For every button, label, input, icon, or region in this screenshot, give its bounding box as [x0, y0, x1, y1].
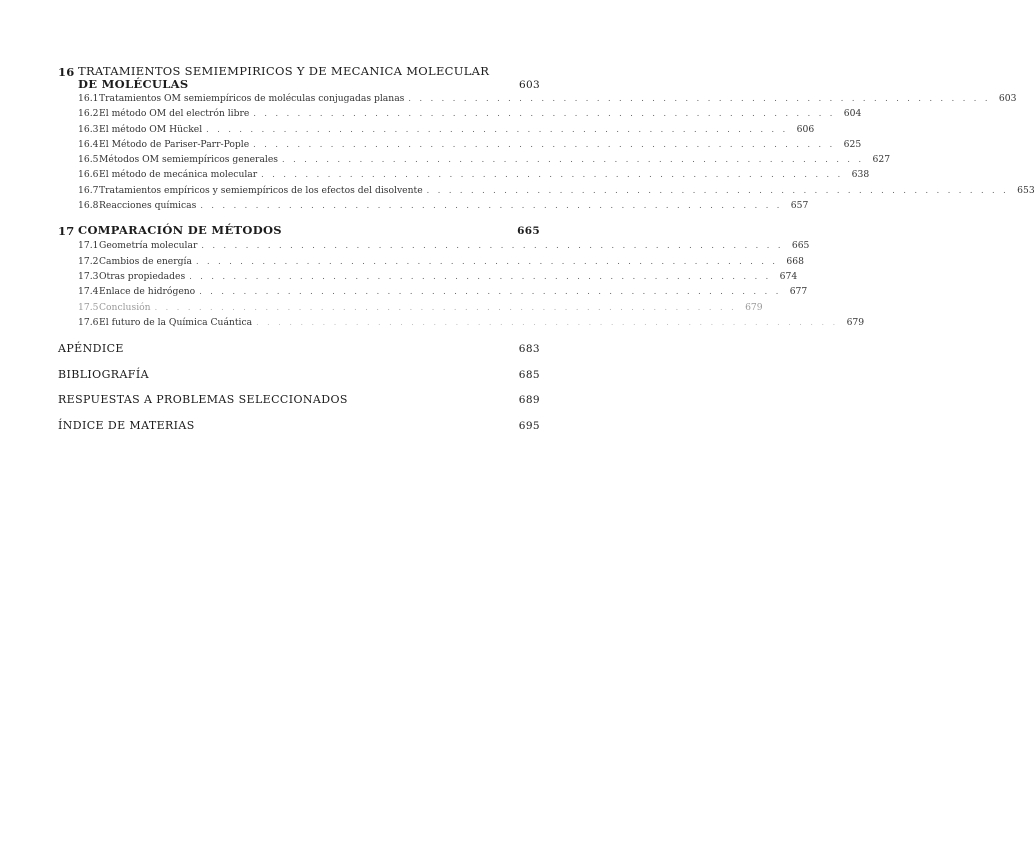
dot-leader: . . . . . . . . . . . . . . . . . . . . . . . . . . . . . . . . . . . . . . . . . . . . . . . . . . . . .: [261, 170, 844, 180]
toc-entry-respuestas: [58, 393, 540, 419]
section-page-number: 606: [796, 123, 815, 135]
toc-entry: [58, 138, 862, 154]
section-number: 17.4: [78, 286, 99, 298]
chapter-16: [58, 64, 1035, 215]
section-page-number: 677: [789, 286, 808, 298]
section-title: Geometría molecular: [99, 240, 198, 252]
dot-leader: . . . . . . . . . . . . . . . . . . . . . . . . . . . . . . . . . . . . . . . . . . . . . . . . . . . . .: [200, 201, 783, 211]
toc-entry-bibliografia: [58, 368, 540, 394]
dot-leader: . . . . . . . . . . . . . . . . . . . . . . . . . . . . . . . . . . . . . . . . . . . . . . . . . . . . .: [282, 155, 865, 165]
dot-leader: . . . . . . . . . . . . . . . . . . . . . . . . . . . . . . . . . . . . . . . . . . . . . . . . . . . . .: [154, 302, 737, 312]
dot-leader: . . . . . . . . . . . . . . . . . . . . . . . . . . . . . . . . . . . . . . . . . . . . . . . . . . . . .: [201, 241, 784, 251]
section-title: El método OM Hückel: [99, 123, 203, 135]
section-title: El método de mecánica molecular: [99, 169, 258, 181]
dot-leader: . . . . . . . . . . . . . . . . . . . . . . . . . . . . . . . . . . . . . . . . . . . . . . . . . . . . .: [253, 109, 836, 119]
toc-entry: [58, 316, 865, 332]
dot-leader: . . . . . . . . . . . . . . . . . . . . . . . . . . . . . . . . . . . . . . . . . . . . . . . . . . . . .: [195, 256, 778, 266]
section-number: 16.7: [78, 184, 99, 196]
dot-leader: . . . . . . . . . . . . . . . . . . . . . . . . . . . . . . . . . . . . . . . . . . . . . . . . . . . . .: [253, 139, 836, 149]
toc-entry-indice: [58, 419, 540, 445]
toc-entry: [58, 286, 808, 301]
section-title: Reacciones químicas: [99, 200, 197, 212]
toc-entry: [58, 123, 815, 139]
section-page-number: 665: [791, 240, 810, 252]
section-number: 17.5: [78, 301, 99, 313]
entry-title: RESPUESTAS A PROBLEMAS SELECCIONADOS: [58, 393, 348, 407]
chapter-title-line-1: COMPARACIÓN DE MÉTODOS: [78, 223, 282, 238]
section-page-number: 674: [779, 270, 798, 282]
section-title: Enlace de hidrógeno: [99, 286, 196, 298]
toc-entry: [58, 154, 891, 169]
entry-page-number: 695: [518, 419, 540, 432]
chapter-heading: [58, 65, 540, 91]
entry-title: ÍNDICE DE MATERIAS: [58, 418, 195, 432]
section-title: Cambios de energía: [99, 255, 192, 267]
chapter-17: [58, 223, 865, 332]
entry-page-number: 683: [518, 343, 540, 356]
toc-entry: [58, 108, 862, 123]
section-number: 17.1: [78, 240, 99, 252]
section-number: 16.3: [78, 123, 99, 135]
chapter-page-number: 603: [519, 79, 540, 91]
section-page-number: 668: [786, 255, 804, 267]
section-page-number: 627: [872, 154, 891, 166]
section-number: 17.2: [78, 255, 99, 267]
dot-leader: . . . . . . . . . . . . . . . . . . . . . . . . . . . . . . . . . . . . . . . . . . . . . . . . . . . . .: [199, 287, 782, 297]
section-title: Tratamientos OM semiempíricos de moléculas conjugadas planas: [99, 93, 405, 104]
chapter-number: 17: [58, 224, 75, 239]
back-matter: [58, 342, 540, 444]
section-title: Tratamientos empíricos y semiempíricos de los efectos del disolvente: [99, 184, 423, 196]
section-title: Conclusión: [99, 301, 151, 313]
chapter-title: [78, 65, 510, 91]
chapter-heading: [58, 224, 540, 238]
toc-entry: [58, 169, 870, 184]
chapter-title-line-2: DE MOLÉCULAS: [78, 77, 189, 91]
section-title: Otras propiedades: [99, 270, 186, 282]
section-number: 16.8: [78, 200, 99, 212]
section-page-number: 657: [790, 200, 809, 212]
dot-leader: . . . . . . . . . . . . . . . . . . . . . . . . . . . . . . . . . . . . . . . . . . . . . . . . . . . . .: [189, 271, 772, 281]
dot-leader: . . . . . . . . . . . . . . . . . . . . . . . . . . . . . . . . . . . . . . . . . . . . . . . . . . . . .: [206, 124, 789, 134]
dot-leader: . . . . . . . . . . . . . . . . . . . . . . . . . . . . . . . . . . . . . . . . . . . . . . . . . . . . .: [408, 94, 991, 103]
section-page-number: 603: [998, 93, 1017, 104]
chapter-number: 16: [58, 65, 75, 79]
toc-entry: [58, 270, 798, 286]
chapter-title: [78, 224, 510, 237]
entry-title: BIBLIOGRAFÍA: [58, 367, 149, 381]
section-list: [58, 93, 1035, 215]
entry-title: APÉNDICE: [58, 342, 124, 356]
toc-entry: [58, 255, 804, 271]
toc-entry: [58, 93, 1017, 108]
entry-page-number: 689: [518, 394, 540, 407]
section-title: El método OM del electrón libre: [99, 108, 250, 120]
section-number: 17.3: [78, 270, 99, 282]
section-number: 16.4: [78, 138, 99, 150]
section-number: 16.5: [78, 154, 99, 166]
dot-leader: . . . . . . . . . . . . . . . . . . . . . . . . . . . . . . . . . . . . . . . . . . . . . . . . . . . . .: [256, 317, 839, 327]
section-number: 16.6: [78, 169, 99, 181]
section-title: Métodos OM semiempíricos generales: [99, 154, 279, 166]
dot-leader: . . . . . . . . . . . . . . . . . . . . . . . . . . . . . . . . . . . . . . . . . . . . . . . . . . . . .: [426, 185, 1009, 195]
table-of-contents: [58, 58, 1035, 444]
chapter-page-number: 665: [517, 225, 540, 238]
section-number: 16.2: [78, 108, 99, 120]
toc-entry: [58, 184, 1035, 200]
section-number: 17.6: [78, 316, 99, 328]
section-page-number: 679: [745, 301, 763, 313]
section-page-number: 679: [846, 316, 865, 328]
section-page-number: 625: [843, 138, 862, 150]
entry-page-number: 685: [518, 368, 540, 381]
section-title: El futuro de la Química Cuántica: [99, 316, 253, 328]
section-number: 16.1: [78, 93, 99, 104]
section-page-number: 653: [1017, 184, 1035, 196]
toc-entry: [58, 240, 810, 255]
toc-entry-appendice: [58, 342, 540, 368]
section-page-number: 604: [843, 108, 862, 120]
toc-entry: [58, 200, 809, 215]
section-page-number: 638: [851, 169, 870, 181]
chapter-title-line-1: TRATAMIENTOS SEMIEMPIRICOS Y DE MECANICA MOLECULAR: [78, 64, 490, 78]
toc-entry: [58, 301, 763, 317]
section-list: [58, 240, 865, 332]
section-title: El Método de Pariser-Parr-Pople: [99, 138, 250, 150]
